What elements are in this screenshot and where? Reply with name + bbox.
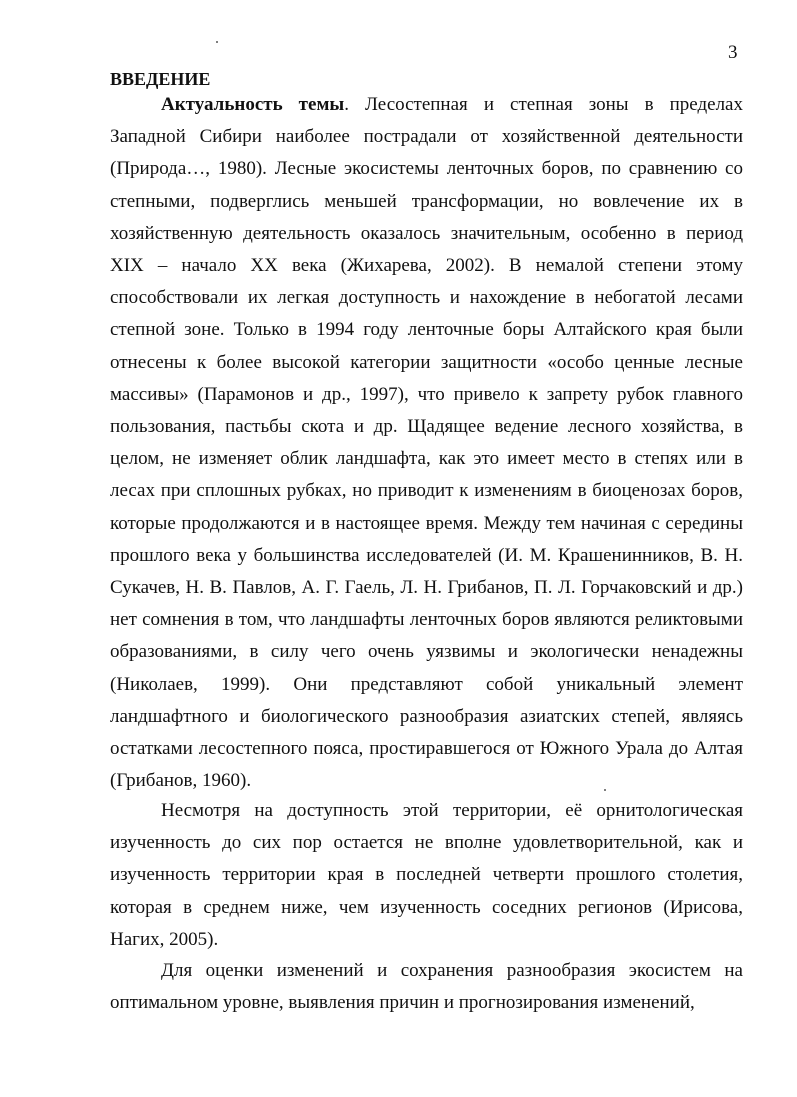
paragraph-study-status: [110, 795, 743, 956]
paragraph-body: Для оценки изменений и сохранения разнообразия экосистем на оптимальном уровне, выявления причин и прогнозирования изменений,: [110, 960, 743, 1014]
scan-speck: [216, 41, 218, 43]
paragraph-body: [110, 89, 743, 797]
paragraph-body: Несмотря на доступность этой территории, её орнитологическая изученность до сих пор остается не вполне удовлетворительной, как и изученность территории края в последней четверти прошлого столетия, которая в среднем ниже, чем изученность соседних регионов (Ирисова, Нагих, 2005).: [110, 800, 743, 950]
page-number: 3: [728, 42, 738, 63]
paragraph-text: . Лесостепная и степная зоны в пределах Западной Сибири наиболее пострадали от хозяйственной деятельности (Природа…, 1980). Лесные экосистемы ленточных боров, по сравнению со степными, подверглись меньшей трансформации, но вовлечение их в хозяйственную деятельность оказалось значительным, особенно в период XIX – начало XX века (Жихарева, 2002). В немалой степени этому способствовали их легкая доступность и нахождение в небогатой лесами степной зоне. Только в 1994 году ленточные боры Алтайского края были отнесены к более высокой категории защитности «особо ценные лесные массивы» (Парамонов и др., 1997), что привело к запрету рубок главного пользования, пастьбы скота и др. Щадящее ведение лесного хозяйства, в целом, не изменяет облик ландшафта, как это имеет место в степях или в лесах при сплошных рубках, но приводит к изменениям в биоценозах боров, которые продолжаются и в настоящее время. Между тем начиная с середины прошлого века у большинства исследователей (И. М. Крашенинников, В. Н. Сукачев, Н. В. Павлов, А. Г. Гаель, Л. Н. Грибанов, П. Л. Горчаковский и др.) нет сомнения в том, что ландшафты ленточных боров являются реликтовыми образованиями, в силу чего очень уязвимы и экологически ненадежны (Николаев, 1999). Они представляют собой уникальный элемент ландшафтного и биологического разнообразия азиатских степей, являясь остатками лесостепного пояса, простиравшегося от Южного Урала до Алтая (Грибанов, 1960).: [110, 94, 743, 792]
paragraph-assessment: [110, 955, 743, 1019]
paragraph-lead: Актуальность темы: [161, 94, 345, 115]
paragraph-relevance: [110, 89, 743, 797]
section-heading: ВВЕДЕНИЕ: [110, 69, 211, 89]
